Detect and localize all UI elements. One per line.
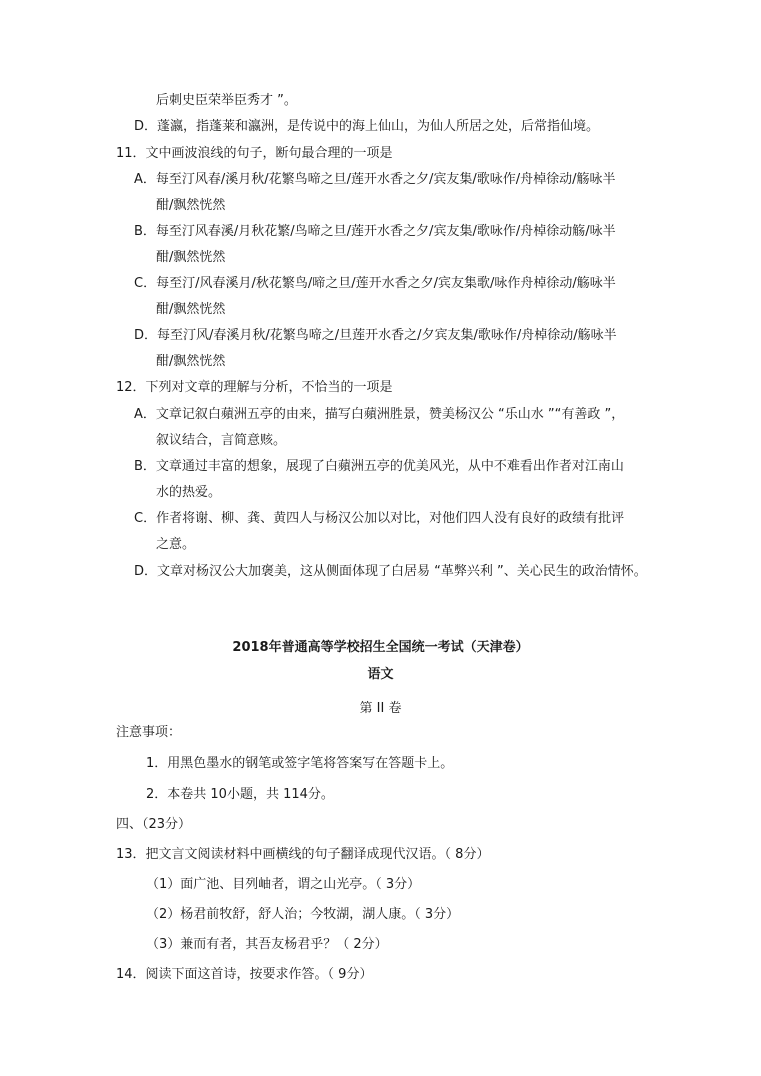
exam-volume: 第 II 卷	[359, 701, 402, 716]
q11-option-a-continuation: 酣/飘然恍然	[156, 198, 226, 213]
q13-sentence-1: （1）面广池、目列岫者，谓之山光亭。（ 3分）	[146, 877, 421, 892]
note-2: 2．本卷共 10小题，共 114分。	[146, 787, 334, 802]
q11-option-c: C．每至汀/风春溪月/秋花繁鸟/啼之旦/莲开水香之夕/宾友集歌/咏作舟棹徐动/觞咏半	[134, 276, 616, 291]
q12-option-a: A．文章记叙白蘋洲五亭的由来，描写白蘋洲胜景，赞美杨汉公 “乐山水 ”“有善政 ”，	[134, 407, 625, 422]
q12-option-c-continuation: 之意。	[156, 537, 196, 552]
q11-option-d: D．每至汀风/春溪月秋/花繁鸟啼之/旦莲开水香之/夕宾友集/歌咏作/舟棹徐动/觞咏半	[134, 328, 617, 343]
q10-option-c-continuation: 后刺史臣荣举臣秀才 ”。	[156, 93, 297, 108]
q14-stem: 14．阅读下面这首诗，按要求作答。（ 9分）	[116, 967, 373, 982]
q12-option-b-continuation: 水的热爱。	[156, 485, 222, 500]
q13-sentence-2: （2）杨君前牧舒，舒人治；今牧湖，湖人康。（ 3分）	[146, 907, 460, 922]
q12-option-a-continuation: 叙议结合，言简意赅。	[156, 433, 287, 448]
exam-subject: 语文	[367, 667, 394, 682]
q13-sentence-3: （3）兼而有者，其吾友杨君乎？（ 2分）	[146, 937, 388, 952]
q11-option-a: A．每至汀风春/溪月秋/花繁鸟啼之旦/莲开水香之夕/宾友集/歌咏作/舟棹徐动/觞咏半	[134, 172, 616, 187]
notes-heading: 注意事项：	[116, 725, 182, 740]
q11-stem: 11．文中画波浪线的句子，断句最合理的一项是	[116, 146, 393, 161]
q11-option-c-continuation: 酣/飘然恍然	[156, 302, 226, 317]
q12-option-d: D．文章对杨汉公大加褒美，这从侧面体现了白居易 “革弊兴利 ”、关心民生的政治情怀。	[134, 564, 647, 579]
q12-option-b: B．文章通过丰富的想象，展现了白蘋洲五亭的优美风光，从中不难看出作者对江南山	[134, 459, 624, 474]
exam-title: 2018年普通高等学校招生全国统一考试（天津卷）	[232, 640, 529, 655]
q12-stem: 12．下列对文章的理解与分析，不恰当的一项是	[116, 380, 393, 395]
q11-option-b-continuation: 酣/飘然恍然	[156, 250, 226, 265]
q11-option-b: B．每至汀风春溪/月秋花繁/鸟啼之旦/莲开水香之夕/宾友集/歌咏作/舟棹徐动觞/咏半	[134, 224, 616, 239]
q10-option-d: D．蓬瀛，指蓬莱和瀛洲，是传说中的海上仙山，为仙人所居之处，后常指仙境。	[134, 119, 600, 134]
section-4-heading: 四、（23分）	[116, 817, 192, 832]
q13-stem: 13．把文言文阅读材料中画横线的句子翻译成现代汉语。（ 8分）	[116, 847, 490, 862]
note-1: 1．用黑色墨水的钢笔或签字笔将答案写在答题卡上。	[146, 756, 454, 771]
q11-option-d-continuation: 酣/飘然恍然	[156, 354, 226, 369]
q12-option-c: C．作者将谢、柳、龚、黄四人与杨汉公加以对比，对他们四人没有良好的政绩有批评	[134, 511, 625, 526]
